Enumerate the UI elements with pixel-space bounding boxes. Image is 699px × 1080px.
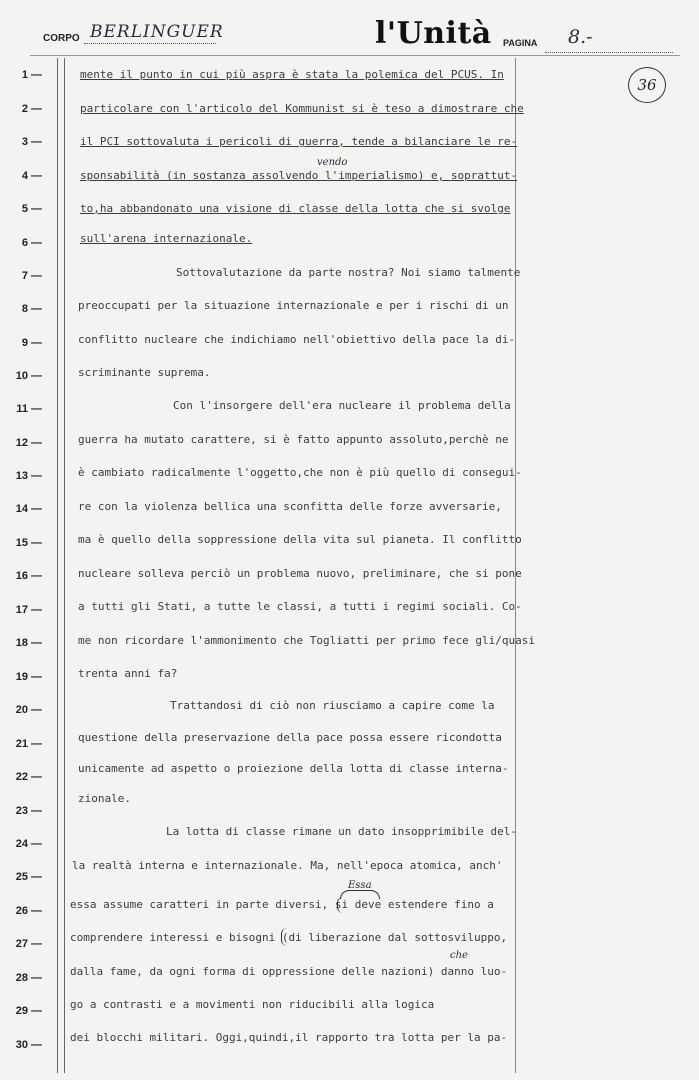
margin-rule-inner — [64, 58, 65, 1073]
text-line: la realtà interna e internazionale. Ma, nell'epoca atomica, anch' — [72, 859, 503, 872]
text-line: La lotta di classe rimane un dato insopprimibile del- — [166, 825, 517, 838]
handwritten-brace — [340, 890, 380, 899]
text-line: dalla fame, da ogni forma di oppressione delle nazioni) danno luo- — [70, 965, 508, 978]
line-number: 15 — — [15, 537, 42, 549]
text-line: questione della preservazione della pace possa essere ricondotta — [78, 731, 502, 744]
line-number: 26 — — [15, 905, 42, 917]
page-number-handwritten: 8.- — [568, 26, 593, 48]
text-line: particolare con l'articolo del Kommunist si è teso a dimostrare che — [80, 102, 524, 115]
text-line: essa assume caratteri in parte diversi, si deve estendere fino a — [70, 898, 494, 911]
line-number: 28 — — [15, 972, 42, 984]
handwritten-bracket — [337, 897, 343, 913]
margin-rule-left — [57, 58, 58, 1073]
text-line: dei blocchi militari. Oggi,quindi,il rapporto tra lotta per la pa- — [70, 1031, 508, 1044]
text-line: il PCI sottovaluta i pericoli di guerra, tende a bilanciare le re- — [80, 135, 518, 148]
corpo-label: CORPO — [43, 33, 80, 44]
text-line: go a contrasti e a movimenti non riducibili alla logica — [70, 998, 435, 1011]
text-line: scriminante suprema. — [78, 366, 211, 379]
line-number: 12 — — [15, 437, 42, 449]
text-line: comprendere interessi e bisogni (di liberazione dal sottosviluppo, — [70, 931, 508, 944]
line-number: 21 — — [15, 738, 42, 750]
line-number: 14 — — [15, 503, 42, 515]
line-number: 10 — — [15, 370, 42, 382]
handwritten-insert: Essa — [348, 880, 372, 891]
handwritten-insert: che — [450, 950, 468, 961]
text-line: nucleare solleva perciò un problema nuovo, preliminare, che si pone — [78, 567, 522, 580]
text-line: unicamente ad aspetto o proiezione della lotta di classe interna- — [78, 762, 509, 775]
handwritten-correction: vendo — [317, 157, 348, 168]
text-line: me non ricordare l'ammonimento che Togliatti per primo fece gli/quasi — [78, 634, 535, 647]
text-line: conflitto nucleare che indichiamo nell'obiettivo della pace la di- — [78, 333, 516, 346]
text-line: è cambiato radicalmente l'oggetto,che non è più quello di consegui- — [78, 466, 522, 479]
text-line: zionale. — [78, 792, 131, 805]
text-line: ma è quello della soppressione della vita sul pianeta. Il conflitto — [78, 533, 522, 546]
line-number: 17 — — [15, 604, 42, 616]
text-line: preoccupati per la situazione internazionale e per i rischi di un — [78, 299, 509, 312]
line-number: 1 — — [21, 69, 42, 81]
text-line: trenta anni fa? — [78, 667, 178, 680]
header-rule — [30, 55, 680, 56]
line-number: 20 — — [15, 704, 42, 716]
page-number-dotted-line — [545, 52, 673, 53]
line-number: 9 — — [21, 337, 42, 349]
line-number: 25 — — [15, 871, 42, 883]
text-line: to,ha abbandonato una visione di classe della lotta che si svolge — [80, 202, 511, 215]
line-number: 19 — — [15, 671, 42, 683]
sheet-number-circled: 36 — [628, 67, 666, 103]
line-number: 6 — — [21, 237, 42, 249]
text-line: guerra ha mutato carattere, si è fatto appunto assoluto,perchè ne — [78, 433, 509, 446]
line-number: 5 — — [21, 203, 42, 215]
line-number: 18 — — [15, 637, 42, 649]
text-line: Con l'insorgere dell'era nucleare il problema della — [173, 399, 511, 412]
line-number: 22 — — [15, 771, 42, 783]
line-number: 30 — — [15, 1039, 42, 1051]
handwritten-bracket — [281, 928, 287, 946]
line-number: 3 — — [21, 136, 42, 148]
text-line: Trattandosi di ciò non riusciamo a capire come la — [170, 699, 495, 712]
author-handwritten: BERLINGUER — [90, 22, 224, 42]
line-number: 27 — — [15, 938, 42, 950]
text-line: sull'arena internazionale. — [80, 232, 253, 245]
line-number: 11 — — [16, 403, 42, 415]
pagina-label: PAGINA — [503, 38, 538, 48]
author-dotted-line — [84, 43, 216, 44]
line-number: 4 — — [21, 170, 42, 182]
line-number: 13 — — [15, 470, 42, 482]
text-line: Sottovalutazione da parte nostra? Noi siamo talmente — [176, 266, 521, 279]
line-number: 2 — — [21, 103, 42, 115]
line-number: 8 — — [21, 303, 42, 315]
line-number: 16 — — [15, 570, 42, 582]
line-number: 7 — — [21, 270, 42, 282]
text-line: sponsabilità (in sostanza assolvendo l'imperialismo) e, soprattut- — [80, 169, 518, 182]
text-line: a tutti gli Stati, a tutte le classi, a tutti i regimi sociali. Co- — [78, 600, 522, 613]
text-line: mente il punto in cui più aspra è stata la polemica del PCUS. In — [80, 68, 504, 81]
line-number: 29 — — [15, 1005, 42, 1017]
text-line: re con la violenza bellica una sconfitta delle forze avversarie, — [78, 500, 502, 513]
line-number: 23 — — [15, 805, 42, 817]
margin-rule-right — [515, 58, 516, 1073]
line-number: 24 — — [15, 838, 42, 850]
newspaper-logo: l'Unità — [375, 16, 492, 51]
